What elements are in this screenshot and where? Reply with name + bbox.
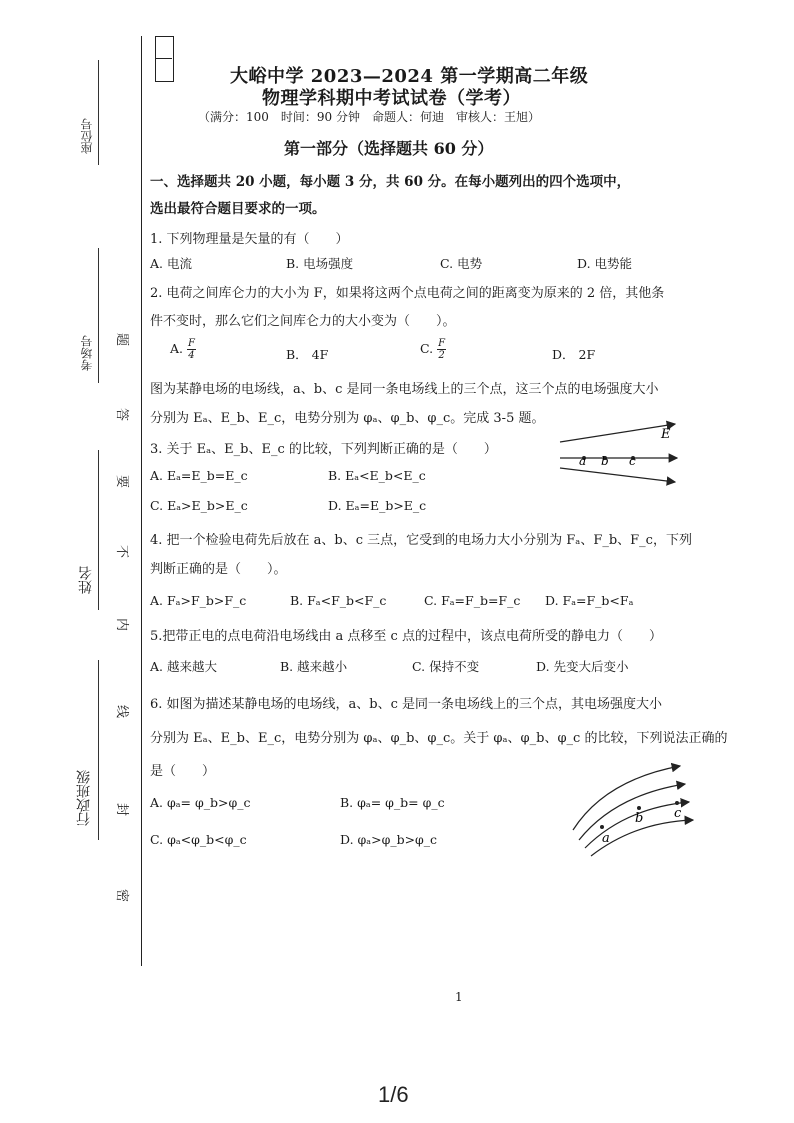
q2-a-denominator: 4: [188, 350, 195, 361]
class-label: 行政班级: [76, 770, 92, 826]
q6-option-b: B. φₐ= φ_b= φ_c: [340, 795, 445, 810]
part1-instruction-1: 一、选择题共 20 小题，每小题 3 分，共 60 分。在每小题列出的四个选项中，: [150, 174, 631, 190]
q2-stem-2: 件不变时，那么它们之间库仑力的大小变为（ ）。: [150, 314, 456, 329]
seal-char-3: 要: [114, 474, 130, 489]
room-underline: [98, 248, 99, 383]
part1-heading: 第一部分（选择题共 60 分）: [284, 139, 494, 158]
fig2-label-b: b: [635, 811, 644, 826]
seal-char-1: 题: [114, 332, 130, 347]
field-line-upper: [560, 424, 675, 442]
q2-stem-1: 2. 电荷之间库仑力的大小为 F，如果将这两个点电荷之间的距离变为原来的 2 倍，其他条: [150, 286, 665, 301]
q5-option-c: C. 保持不变: [412, 659, 480, 674]
q2-option-c-prefix: C.: [420, 341, 434, 356]
q1-option-b: B. 电场强度: [286, 256, 354, 271]
class-underline: [98, 660, 99, 840]
group35-intro-1: 图为某静电场的电场线，a、b、c 是同一条电场线上的三个点，这三个点的电场强度大小: [150, 382, 659, 397]
fig1-label-c: c: [629, 454, 636, 468]
q1-option-d: D. 电势能: [577, 256, 633, 271]
q4-stem-1: 4. 把一个检验电荷先后放在 a、b、c 三点，它受到的电场力大小分别为 Fₐ、F_b、F_c，下列: [150, 533, 692, 548]
group35-intro-2: 分别为 Eₐ、E_b、E_c，电势分别为 φₐ、φ_b、φ_c。完成 3-5 题。: [150, 411, 545, 426]
part1-instruction-2: 选出最符合题目要求的一项。: [150, 201, 326, 217]
seal-char-7: 封: [114, 802, 130, 817]
q2-option-a-fraction: [187, 338, 196, 361]
q5-option-b: B. 越来越小: [280, 659, 348, 674]
exam-meta: （满分：100 时间：90 分钟 命题人：何迪 审核人：王旭）: [198, 110, 540, 124]
fig1-label-b: b: [601, 454, 609, 468]
name-label: 姓名: [78, 566, 94, 594]
q3-stem: 3. 关于 Eₐ、E_b、E_c 的比较，下列判断正确的是（ ）: [150, 442, 497, 457]
q2-option-a: [170, 338, 196, 361]
seal-char-6: 线: [114, 704, 130, 719]
title-line-1: 大峪中学 2023—2024 第一学期高二年级: [230, 66, 589, 87]
margin-vertical-rule: [141, 36, 142, 966]
q4-option-d: D. Fₐ=F_b<Fₐ: [545, 593, 634, 608]
curved-field-line-1: [573, 766, 680, 830]
fig2-label-a: a: [602, 831, 610, 846]
field-lines-figure-2: [565, 760, 715, 860]
curved-field-line-2: [579, 784, 685, 840]
fig2-point-b-dot: [637, 806, 641, 810]
q4-option-a: A. Fₐ>F_b>F_c: [150, 593, 247, 608]
q2-option-b: B． 4F: [286, 347, 329, 362]
q6-stem-1: 6. 如图为描述某静电场的电场线，a、b、c 是同一条电场线上的三个点，其电场强度大小: [150, 697, 663, 712]
q3-option-d: D. Eₐ=E_b>E_c: [328, 498, 427, 513]
page-footer: 1/6: [378, 1082, 409, 1107]
page-mark: 1: [455, 990, 463, 1004]
seat-underline: [98, 60, 99, 165]
q2-option-d: D． 2F: [552, 347, 596, 362]
q3-option-c: C. Eₐ>E_b>E_c: [150, 498, 248, 513]
q1-option-c: C. 电势: [440, 256, 483, 271]
q2-c-denominator: 2: [438, 350, 445, 361]
q2-c-numerator: F: [438, 338, 446, 349]
seat-label: 座位号: [80, 118, 94, 154]
q5-stem: 5.把带正电的点电荷沿电场线由 a 点移至 c 点的过程中，该点电荷所受的静电力（ ）: [150, 629, 662, 644]
seal-char-5: 内: [114, 617, 130, 632]
title-line-2: 物理学科期中考试试卷（学考）: [262, 88, 521, 109]
q4-option-c: C. Fₐ=F_b=F_c: [424, 593, 521, 608]
q5-option-a: A. 越来越大: [150, 659, 217, 674]
q5-option-d: D. 先变大后变小: [536, 659, 629, 674]
room-label: 考场号: [80, 335, 94, 371]
q6-option-c: C. φₐ<φ_b<φ_c: [150, 832, 247, 847]
q2-option-c: [420, 338, 446, 361]
q1-option-a: A. 电流: [150, 256, 192, 271]
fig2-label-c: c: [674, 806, 682, 821]
q3-option-b: B. Eₐ<E_b<E_c: [328, 468, 426, 483]
corner-box-tick: [155, 58, 172, 59]
q6-stem-2: 分别为 Eₐ、E_b、E_c，电势分别为 φₐ、φ_b、φ_c。关于 φₐ、φ_b、φ_c 的比较，下列说法正确的: [150, 731, 728, 746]
fig2-point-a-dot: [600, 825, 604, 829]
q6-option-d: D. φₐ>φ_b>φ_c: [340, 832, 438, 847]
name-underline: [98, 450, 99, 610]
q6-option-a: A. φₐ= φ_b>φ_c: [150, 795, 251, 810]
field-line-lower: [560, 468, 675, 482]
fig1-label-a: a: [579, 454, 587, 468]
q6-stem-3: 是（ ）: [150, 764, 216, 779]
q2-a-numerator: F: [188, 338, 195, 349]
field-lines-figure-1: [555, 418, 685, 488]
q4-option-b: B. Fₐ<F_b<F_c: [290, 593, 387, 608]
q2-option-a-prefix: A.: [170, 341, 184, 356]
q2-option-c-fraction: [437, 338, 446, 361]
seal-char-8: 密: [114, 888, 130, 903]
seal-char-4: 不: [114, 544, 130, 559]
fig2-point-c-dot: [675, 801, 679, 805]
seal-char-2: 答: [114, 407, 130, 422]
q1-stem: 1. 下列物理量是矢量的有（ ）: [150, 232, 349, 247]
q4-stem-2: 判断正确的是（ ）。: [150, 562, 287, 577]
q3-option-a: A. Eₐ=E_b=E_c: [150, 468, 248, 483]
field-E-label: E: [661, 427, 671, 442]
corner-box: [155, 36, 174, 82]
